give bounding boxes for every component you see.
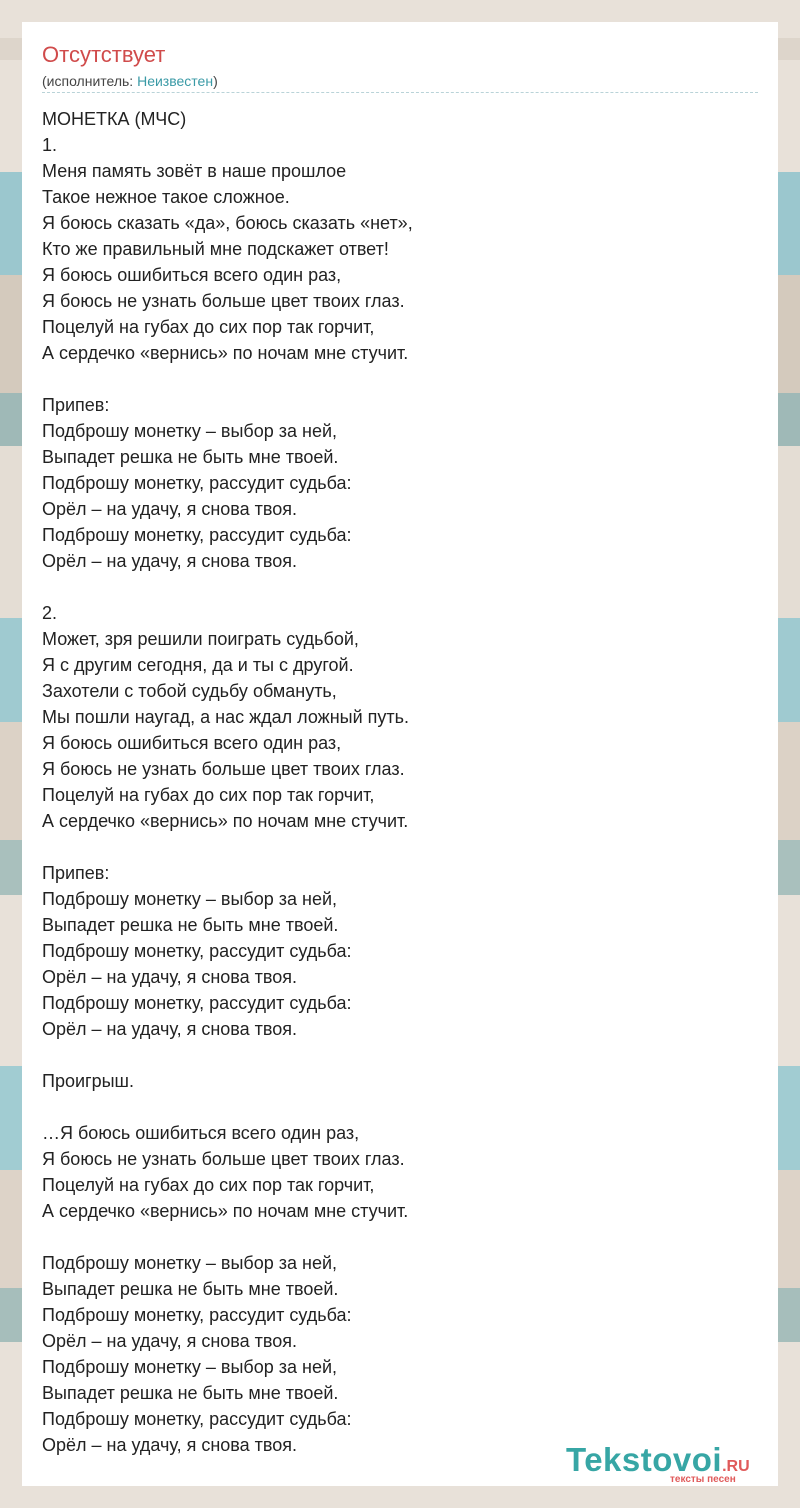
site-logo[interactable] — [566, 1440, 776, 1490]
lyrics-text: МОНЕТКА (МЧС) 1. Меня память зовёт в наше прошлое Такое нежное такое сложное. Я боюсь сказать «да», боюсь сказать «нет», Кто же правильный мне подскажет ответ! Я боюсь ошибиться всего один раз, Я боюсь не узнать больше цвет твоих глаз. Поцелуй на губах до сих пор так горчит, А сердечко «вернись» по ночам мне стучит. Припев: Подброшу монетку – выбор за ней, Выпадет решка не быть мне твоей. Подброшу монетку, рассудит судьба: Орёл – на удачу, я снова твоя. Подброшу монетку, рассудит судьба: Орёл – на удачу, я снова твоя. 2. Может, зря решили поиграть судьбой, Я с другим сегодня, да и ты с другой. Захотели с тобой судьбу обмануть, Мы пошли наугад, а нас ждал ложный путь. Я боюсь ошибиться всего один раз, Я боюсь не узнать больше цвет твоих глаз. Поцелуй на губах до сих пор так горчит, А сердечко «вернись» по ночам мне стучит. Припев: Подброшу монетку – выбор за ней, Выпадет решка не быть мне твоей. Подброшу монетку, рассудит судьба: Орёл – на удачу, я снова твоя. Подброшу монетку, рассудит судьба: Орёл – на удачу, я снова твоя. Проигрыш. …Я боюсь ошибиться всего один раз, Я боюсь не узнать больше цвет твоих глаз. Поцелуй на губах до сих пор так горчит, А сердечко «вернись» по ночам мне стучит. Подброшу монетку – выбор за ней, Выпадет решка не быть мне твоей. Подброшу монетку, рассудит судьба: Орёл – на удачу, я снова твоя. Подброшу монетку – выбор за ней, Выпадет решка не быть мне твоей. Подброшу монетку, рассудит судьба: Орёл – на удачу, я снова твоя. — [42, 109, 413, 1455]
logo-tagline: тексты песен — [670, 1474, 736, 1485]
artist-suffix: ) — [213, 73, 218, 89]
artist-line — [42, 73, 218, 89]
logo-name: Tekstovoi — [566, 1441, 723, 1478]
header-divider — [42, 92, 758, 93]
lyrics-card — [22, 22, 778, 1486]
artist-link[interactable]: Неизвестен — [137, 73, 214, 89]
logo-tld: .RU — [722, 1458, 750, 1475]
artist-prefix: (исполнитель: — [42, 73, 138, 89]
song-title: Отсутствует — [42, 42, 166, 67]
